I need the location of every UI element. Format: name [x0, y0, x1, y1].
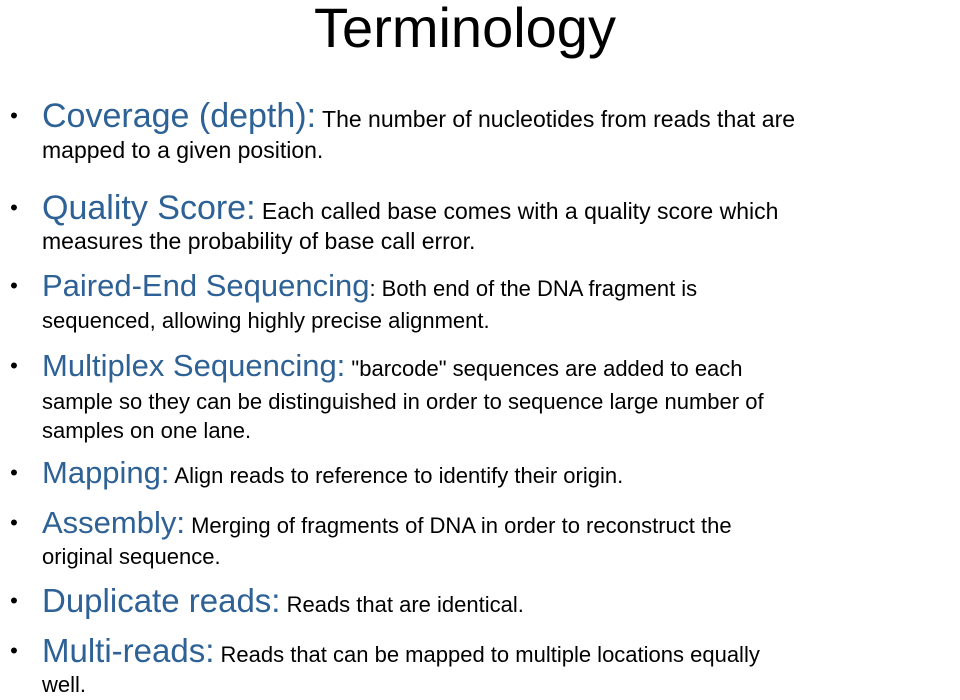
desc-duplicate-line1: Reads that are identical.	[280, 592, 524, 617]
desc-multiplex-line2: sample so they can be distinguished in order to sequence large number of	[42, 389, 764, 414]
desc-multiplex-line1: "barcode" sequences are added to each	[345, 356, 743, 381]
slide-title: Terminology	[314, 0, 616, 59]
term-assembly: Assembly:	[42, 505, 185, 540]
bullet-multiplex	[10, 347, 956, 446]
bullet-icon: •	[10, 510, 18, 535]
bullet-paired-end	[10, 268, 956, 337]
bullet-coverage	[10, 96, 956, 167]
term-multiplex: Multiplex Sequencing:	[42, 348, 346, 383]
bullet-icon: •	[10, 460, 18, 485]
bullet-assembly	[10, 503, 956, 572]
desc-quality-line2: measures the probability of base call error.	[42, 228, 476, 254]
bullet-mapping	[10, 453, 956, 496]
desc-quality-line1: Each called base comes with a quality score which	[255, 198, 779, 224]
desc-paired-line1: : Both end of the DNA fragment is	[369, 276, 698, 301]
bullet-multi-reads	[10, 630, 956, 700]
desc-coverage-line2: mapped to a given position.	[42, 137, 324, 163]
desc-paired-line2: sequenced, allowing highly precise alignment.	[42, 308, 490, 333]
desc-multiplex-line3: samples on one lane.	[42, 418, 252, 443]
desc-multireads-line1: Reads that can be mapped to multiple locations equally	[214, 642, 760, 667]
term-duplicate-reads: Duplicate reads:	[42, 582, 281, 619]
desc-coverage-line1: The number of nucleotides from reads that are	[316, 106, 796, 132]
term-multi-reads: Multi-reads:	[42, 632, 215, 669]
desc-assembly-line1: Merging of fragments of DNA in order to reconstruct the	[184, 513, 732, 538]
bullet-icon: •	[10, 273, 18, 298]
term-mapping: Mapping:	[42, 455, 170, 490]
bullet-icon: •	[10, 638, 18, 663]
bullet-icon: •	[10, 103, 18, 128]
term-quality-score: Quality Score:	[42, 189, 256, 227]
desc-assembly-line2: original sequence.	[42, 544, 221, 569]
desc-multireads-line2: well.	[42, 672, 87, 697]
desc-mapping-line1: Align reads to reference to identify their origin.	[169, 463, 624, 488]
term-coverage: Coverage (depth):	[42, 97, 317, 135]
bullet-duplicate-reads	[10, 580, 956, 626]
bullet-quality-score	[10, 188, 956, 257]
bullet-icon: •	[10, 588, 18, 613]
bullet-icon: •	[10, 195, 18, 220]
term-paired-end: Paired-End Sequencing	[42, 268, 370, 303]
bullet-icon: •	[10, 353, 18, 378]
